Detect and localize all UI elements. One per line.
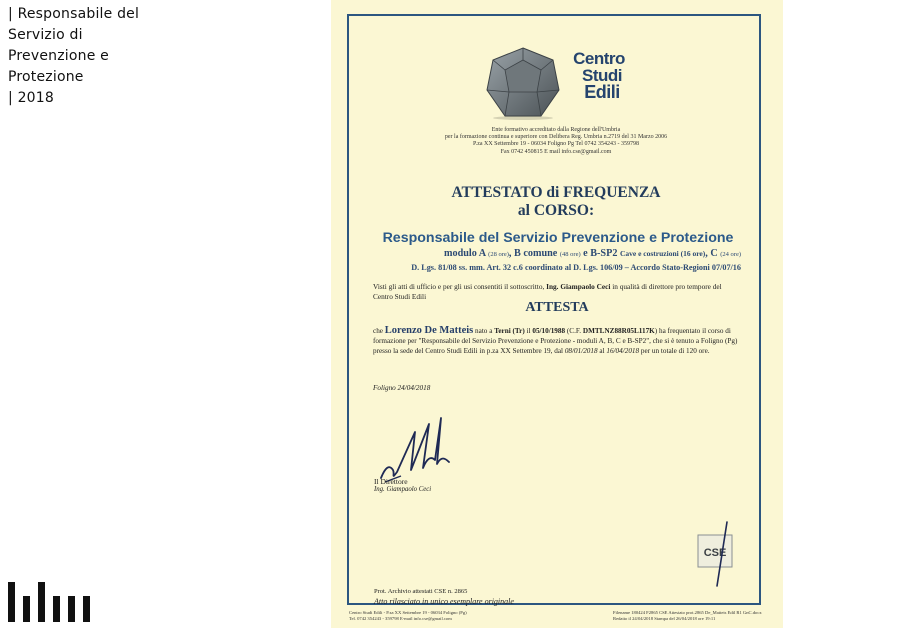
protocol-number: Prot. Archivio attestati CSE n. 2865: [374, 588, 468, 595]
ente-line: P.za XX Settembre 19 - 06034 Foligno Pg Tel 0742 354243 - 359798: [473, 141, 639, 148]
dodecahedron-logo-icon: [485, 46, 561, 120]
logo-wordmark: [559, 50, 639, 101]
director-title: Il Direttore: [374, 477, 408, 486]
course-modules: modulo A (28 ore), B comune (48 ore) e B-SP2 Cave e costruzioni (16 ore), C (24 ore): [443, 248, 741, 259]
brand-bars-icon: [8, 578, 96, 622]
course-law-reference: D. Lgs. 81/08 ss. mm. Art. 32 c.6 coordinato al D. Lgs. 106/09 – Accordo Stato-Regioni 07/07/16: [411, 263, 741, 272]
stamp-signature-icon: [711, 520, 731, 590]
footer-left: Centro Studi Edili - P.za XX Settembre 19 - 06034 Foligno (Pg) Tel. 0742 354243 - 359798 E-mail info.cse@gmail.com: [349, 610, 467, 621]
caption-line: | 2018: [8, 90, 54, 106]
caption-line: | Responsabile del: [8, 6, 140, 22]
visti-paragraph: Visti gli atti di ufficio e per gli usi consentiti il sottoscritto, Ing. Giampaolo Ceci in qualità di direttore pro tempore del Centro Studi Edili: [373, 282, 722, 301]
ente-line: Ente formativo accreditato dalla Regione dell'Umbria: [491, 127, 621, 133]
caption-line: Servizio di: [8, 27, 83, 43]
svg-text:CSE: CSE: [703, 547, 727, 559]
ente-info: [421, 127, 691, 156]
attesta-heading: ATTESTA: [525, 300, 589, 315]
certificate-document: [331, 0, 783, 628]
ente-line: Fax 0742 450815 E mail info.cse@gmail.com: [500, 148, 612, 155]
logo-line: Edili: [584, 82, 620, 102]
logo-line: Studi: [582, 66, 622, 85]
footer-right: Filename 180424 F2865 CSE Attestato prot.2865 De_Matteis Edil R1 GnC.docx Redatto il 24/04/2018 Stampa del 26/04/2018 ore 19:11: [613, 610, 762, 621]
attestation-body: che Lorenzo De Matteis nato a Terni (Tr) il 05/10/1988 (C.F. DMTLNZ88R05L117K) ha frequentato il corso di formazione per "Responsabile del Servizio Prevenzione e Protezione - moduli A, B, C e B-SP2", che si è tenuto a Foligno (Pg) presso la sede del Centro Studi Edili in p.za XX Settembre 19, dal 08/01/2018 al 16/04/2018 per un totale di 120 ore.: [373, 325, 738, 356]
caption: [8, 4, 168, 109]
participant-name: Lorenzo De Matteis: [384, 325, 474, 336]
certificate-title: [391, 184, 721, 220]
course-title: Responsabile del Servizio Prevenzione e Protezione: [382, 230, 734, 246]
ente-line: per la formazione continua e superiore con Delibera Reg. Umbria n.2719 del 31 Marzo 2006: [444, 134, 668, 141]
caption-line: Protezione: [8, 69, 84, 85]
title-line: ATTESTATO di FREQUENZA: [451, 184, 661, 201]
date-place: Foligno 24/04/2018: [373, 384, 431, 392]
original-note: Atto rilasciato in unico esemplare originale: [374, 597, 514, 606]
caption-line: Prevenzione e: [8, 48, 109, 64]
logo-line: Centro: [573, 49, 625, 68]
title-line: al CORSO:: [517, 202, 595, 219]
director-name: Ing. Giampaolo Ceci: [374, 486, 432, 493]
